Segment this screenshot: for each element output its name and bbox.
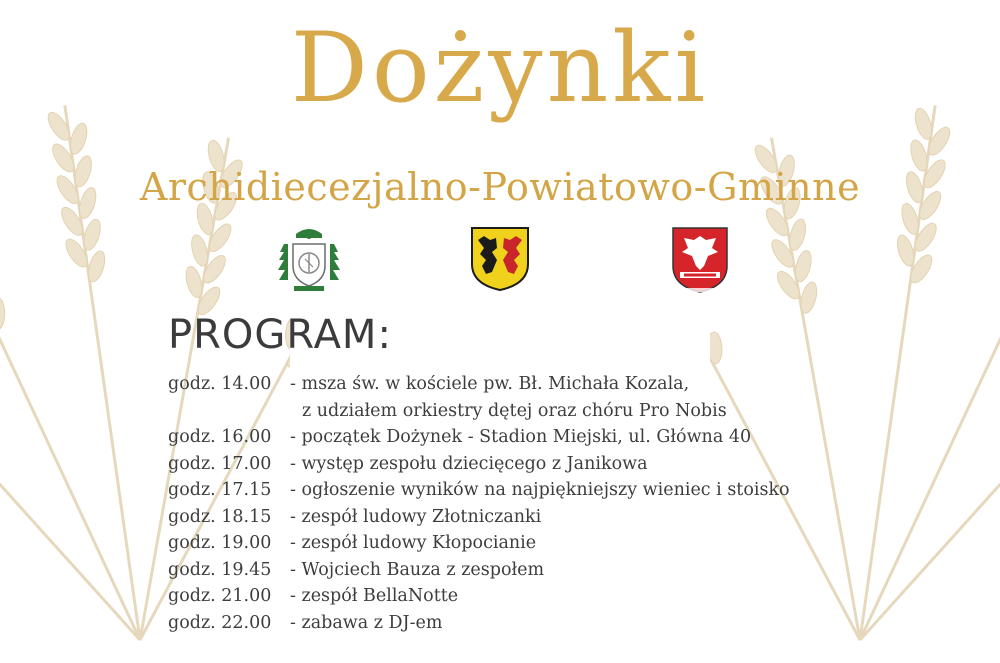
- municipality-eagle-coat-of-arms-icon: [670, 226, 730, 296]
- schedule-item: [168, 557, 868, 584]
- schedule-time: godz. 16.00: [168, 427, 272, 447]
- archdiocese-coat-of-arms-icon: [276, 226, 342, 294]
- county-griffin-coat-of-arms-icon: [470, 226, 530, 292]
- schedule-item: [168, 530, 868, 557]
- schedule-event: - zespół ludowy Kłopocianie: [290, 533, 537, 553]
- schedule-time: godz. 19.00: [168, 533, 272, 553]
- schedule-event: - ogłoszenie wyników na najpiękniejszy wieniec i stoisko: [290, 480, 790, 500]
- program-heading: PROGRAM:: [168, 312, 392, 358]
- schedule-time: godz. 18.15: [168, 506, 272, 527]
- schedule-list: [168, 371, 868, 636]
- schedule-time: godz. 14.00: [168, 374, 272, 394]
- schedule-item: [168, 610, 868, 637]
- schedule-event: - Wojciech Bauza z zespołem: [290, 559, 545, 580]
- schedule-event: - występ zespołu dziecięcego z Janikowa: [290, 453, 648, 474]
- schedule-event: z udziałem orkiestry dętej oraz chóru Pro Nobis: [302, 400, 727, 421]
- schedule-item: [168, 371, 868, 398]
- schedule-event: - zabawa z DJ-em: [290, 612, 443, 633]
- schedule-item: [168, 583, 868, 610]
- schedule-time: godz. 19.45: [168, 559, 272, 580]
- schedule-time: [168, 398, 290, 425]
- poster-subtitle: Archidiecezjalno-Powiatowo-Gminne: [139, 165, 861, 209]
- schedule-time: godz. 21.00: [168, 586, 272, 606]
- poster-title: Dożynki: [290, 12, 710, 124]
- schedule-time: godz. 17.15: [168, 480, 272, 500]
- schedule-item: [168, 477, 868, 504]
- schedule-item: [168, 504, 868, 531]
- schedule-item: [168, 451, 868, 478]
- schedule-time: godz. 22.00: [168, 612, 272, 633]
- schedule-item: [168, 398, 868, 425]
- schedule-event: - początek Dożynek - Stadion Miejski, ul. Główna 40: [290, 427, 752, 447]
- schedule-event: - msza św. w kościele pw. Bł. Michała Kozala,: [290, 374, 690, 394]
- schedule-event: - zespół BellaNotte: [290, 586, 459, 606]
- schedule-time: godz. 17.00: [168, 453, 272, 474]
- schedule-event: - zespół ludowy Złotniczanki: [290, 506, 542, 527]
- schedule-item: [168, 424, 868, 451]
